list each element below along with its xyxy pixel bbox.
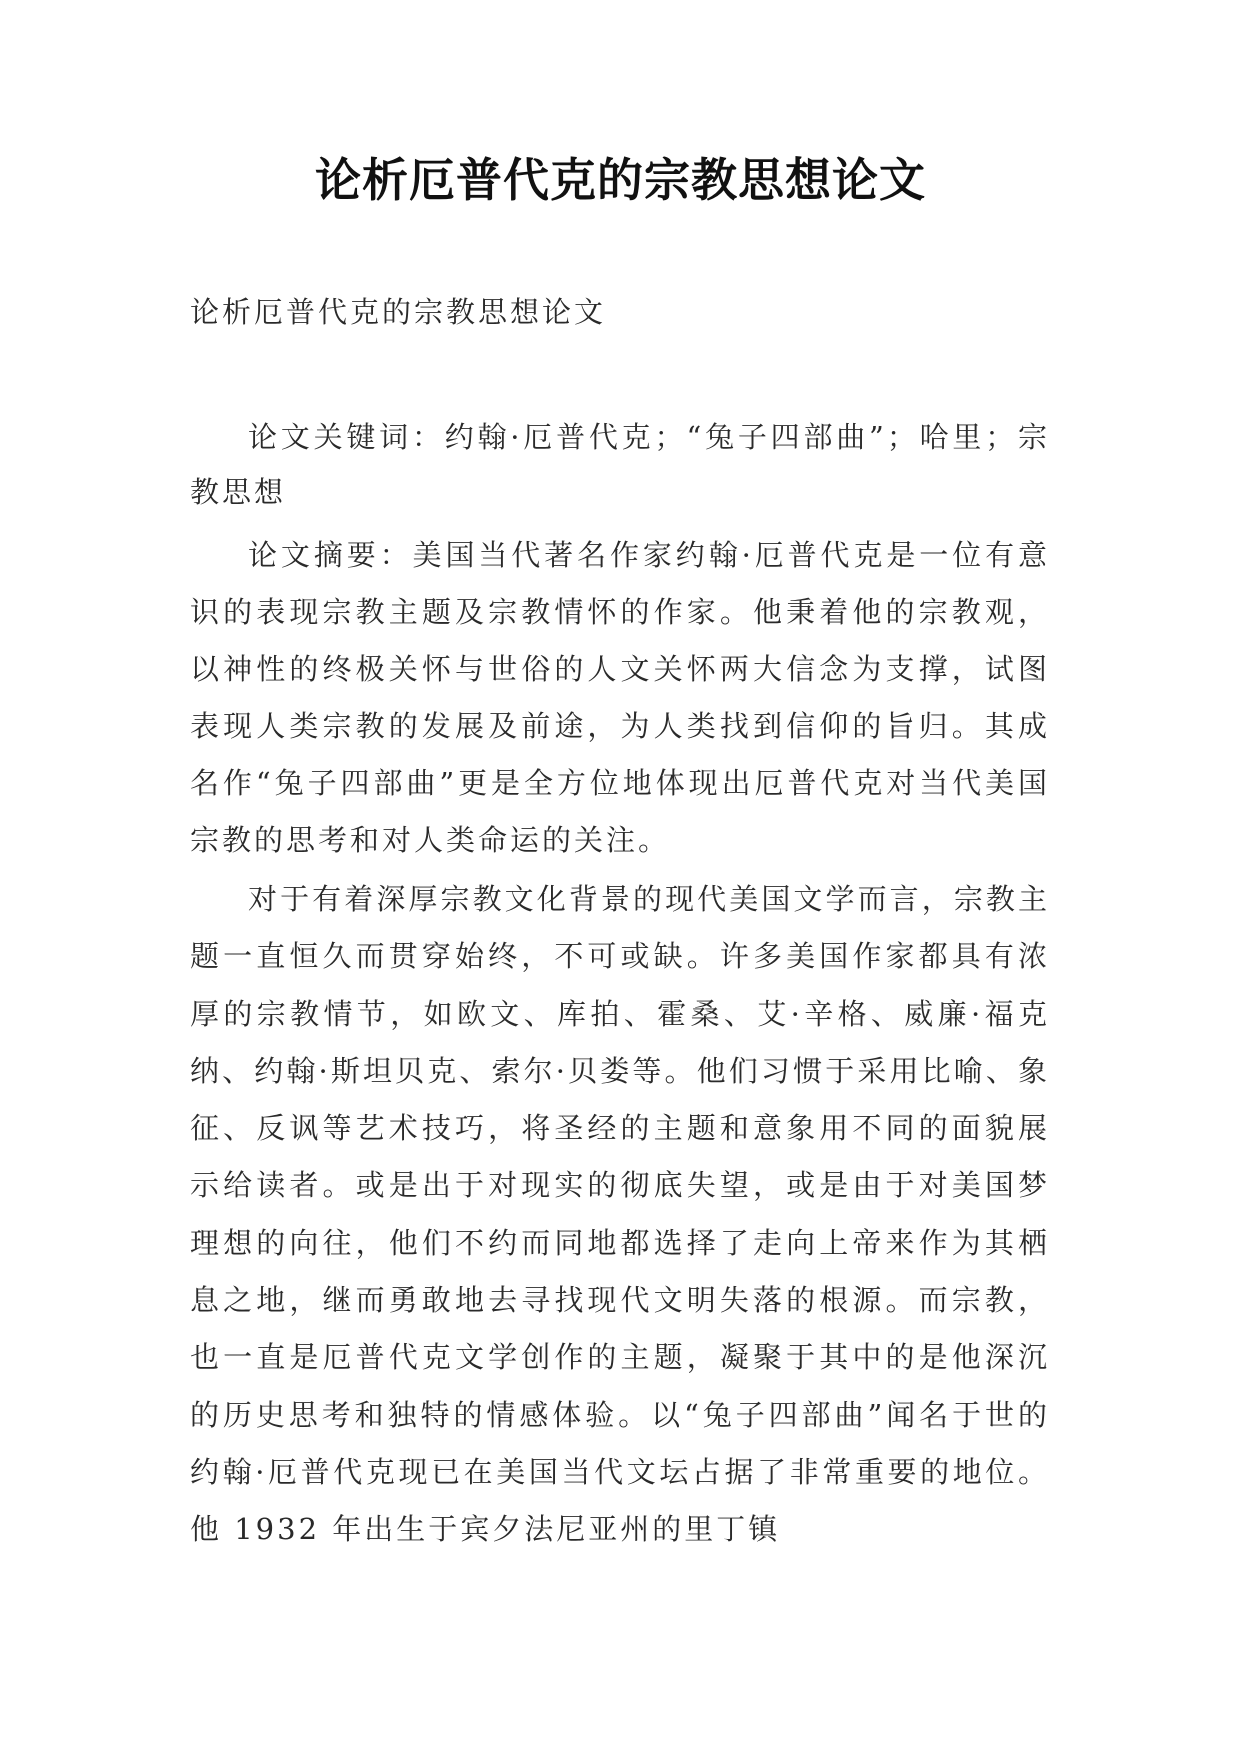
subtitle-text: 论析厄普代克的宗教思想论文: [190, 295, 607, 329]
abstract-paragraph: [190, 527, 1050, 869]
body-paragraph-text: 对于有着深厚宗教文化背景的现代美国文学而言，宗教主题一直恒久而贯穿始终，不可或缺。许多美国作家都具有浓厚的宗教情节，如欧文、库拍、霍桑、艾·辛格、威廉·福克纳、约翰·斯坦贝克、索尔·贝娄等。他们习惯于采用比喻、象征、反讽等艺术技巧，将圣经的主题和意象用不同的面貌展示给读者。或是出于对现实的彻底失望，或是由于对美国梦理想的向往，他们不约而同地都选择了走向上帝来作为其栖息之地，继而勇敢地去寻找现代文明失落的根源。而宗教，也一直是厄普代克文学创作的主题，凝聚于其中的是他深沉的历史思考和独特的情感体验。以“兔子四部曲”闻名于世的约翰·厄普代克现已在美国当代文坛占据了非常重要的地位。他 1932 年出生于宾夕法尼亚州的里丁镇: [190, 882, 1050, 1547]
abstract-text: 论文摘要：美国当代著名作家约翰·厄普代克是一位有意识的表现宗教主题及宗教情怀的作家。他秉着他的宗教观，以神性的终极关怀与世俗的人文关怀两大信念为支撑，试图表现人类宗教的发展及前途，为人类找到信仰的旨归。其成名作“兔子四部曲”更是全方位地体现出厄普代克对当代美国宗教的思考和对人类命运的关注。: [190, 538, 1050, 857]
document-subtitle: [190, 292, 1050, 332]
document-title: 论析厄普代克的宗教思想论文: [315, 153, 926, 207]
keywords-text: 论文关键词：约翰·厄普代克；“兔子四部曲”；哈里；宗教思想: [190, 420, 1050, 509]
body-paragraph: [190, 871, 1050, 1559]
keywords-paragraph: [190, 410, 1050, 520]
